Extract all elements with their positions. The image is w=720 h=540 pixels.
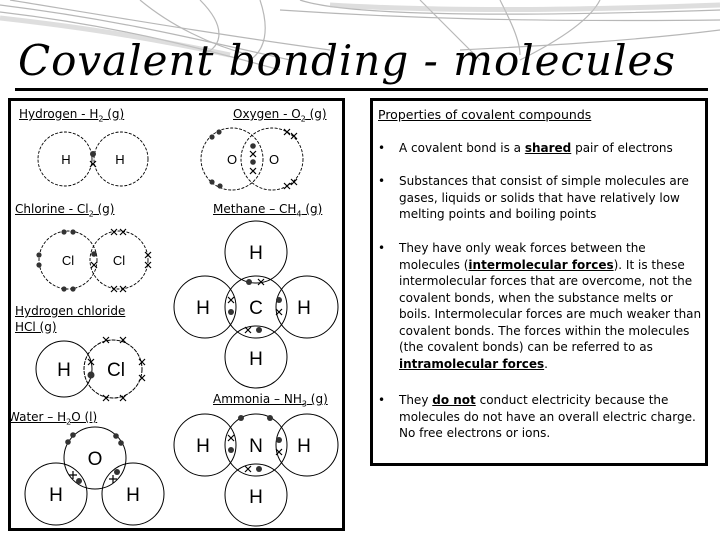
methane-molecule-diagram [174, 221, 338, 388]
svg-text:O: O [87, 449, 103, 470]
svg-text:H: H [196, 436, 210, 457]
bullet-icon: • [378, 393, 386, 407]
atom-label: H [61, 152, 71, 167]
svg-text:C: C [249, 298, 263, 319]
ammonia-molecule-diagram [174, 414, 338, 526]
label-ammonia: Ammonia – $NH_3$ (g) [213, 392, 328, 409]
svg-text:H: H [297, 298, 311, 319]
bullet-icon: • [378, 241, 386, 255]
hydrogen-chloride-molecule-diagram [36, 337, 145, 401]
page-title: Covalent bonding - molecules [18, 36, 676, 85]
title-underline [15, 88, 708, 91]
bullet-icon: • [378, 174, 386, 188]
svg-text:H: H [49, 485, 63, 506]
svg-text:Cl: Cl [61, 253, 75, 268]
label-chlorine: Chlorine - $Cl_2$ (g) [15, 202, 115, 219]
label-methane: Methane – $CH_4$ (g) [213, 202, 323, 219]
label-hydrogen-chloride-line2: HCl (g) [15, 320, 57, 334]
svg-text:H: H [126, 485, 140, 506]
label-hydrogen-chloride-line1: Hydrogen chloride [15, 304, 126, 318]
svg-text:O: O [226, 152, 238, 167]
label-water: Water – $H_2O$ (l) [8, 410, 98, 427]
svg-text:H: H [297, 436, 311, 457]
svg-text:H: H [196, 298, 210, 319]
svg-text:H: H [249, 243, 263, 264]
svg-text:O: O [268, 152, 280, 167]
svg-text:Cl: Cl [112, 253, 126, 268]
oxygen-molecule-diagram [201, 128, 303, 190]
svg-text:H: H [249, 349, 263, 370]
label-oxygen: Oxygen - $O_2$ (g) [233, 107, 327, 124]
bullet-icon: • [378, 141, 386, 155]
svg-text:N: N [249, 436, 263, 457]
svg-text:H: H [57, 360, 71, 381]
chlorine-molecule-diagram [36, 229, 151, 292]
atom-label: H [115, 152, 125, 167]
properties-heading: Properties of covalent compounds [378, 107, 592, 122]
hydrogen-molecule-diagram [38, 132, 148, 186]
svg-text:Cl: Cl [107, 360, 125, 381]
svg-text:H: H [249, 487, 263, 508]
label-hydrogen: Hydrogen - $H_2$ (g) [19, 107, 125, 124]
water-molecule-diagram [25, 427, 164, 525]
